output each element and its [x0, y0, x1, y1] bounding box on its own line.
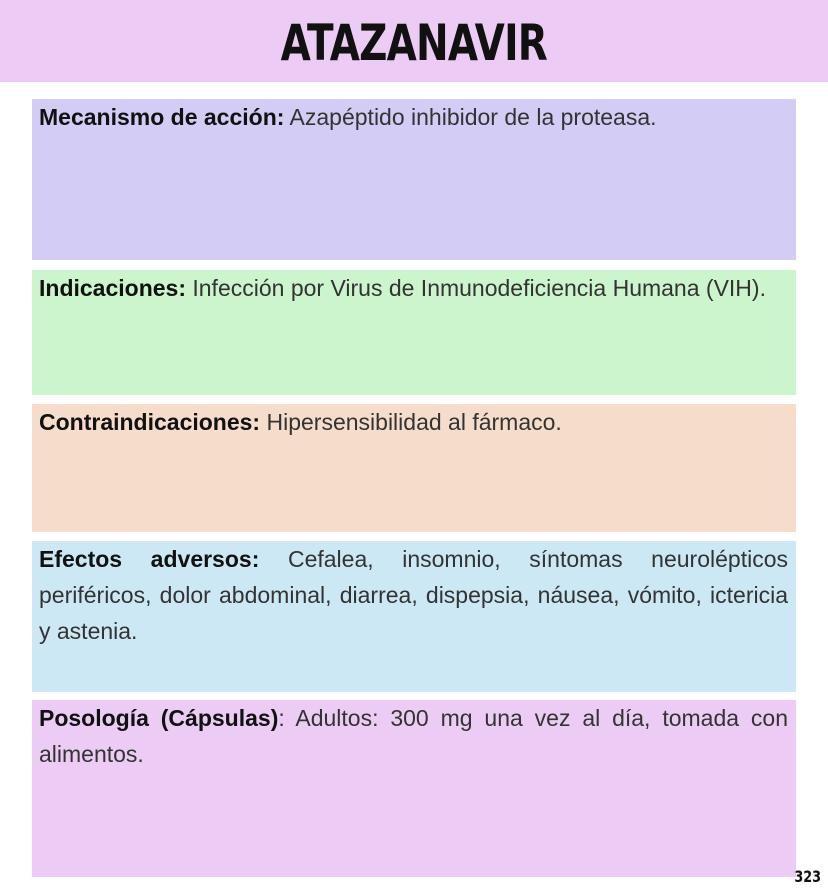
section-content	[39, 541, 788, 649]
section-label: Mecanismo de acción:	[39, 104, 285, 130]
section-content	[39, 99, 788, 135]
section-text: : Adultos: 300 mg una vez al día, tomada con alimentos.	[39, 705, 788, 767]
section-efectos-adversos	[32, 541, 796, 692]
page-number: 323	[793, 867, 821, 886]
section-text: Azapéptido inhibidor de la proteasa.	[284, 104, 657, 130]
title-bar	[0, 0, 828, 82]
section-posologia	[32, 700, 796, 877]
section-content	[39, 700, 788, 772]
section-indicaciones	[32, 270, 796, 395]
section-label: Efectos adversos:	[39, 546, 260, 572]
drug-title: ATAZANAVIR	[280, 14, 548, 72]
section-label: Indicaciones:	[39, 275, 186, 301]
section-content	[39, 270, 788, 306]
section-text: Infección por Virus de Inmunodeficiencia Humana (VIH).	[185, 275, 766, 301]
section-label: Contraindicaciones:	[39, 409, 261, 435]
section-label: Posología (Cápsulas)	[39, 705, 279, 731]
section-mecanismo	[32, 99, 796, 260]
section-contraindicaciones	[32, 404, 796, 532]
section-text: Hipersensibilidad al fármaco.	[260, 409, 562, 435]
section-content	[39, 404, 788, 440]
section-text: Cefalea, insomnio, síntomas neurolépticos periféricos, dolor abdominal, diarrea, dispepsia, náusea, vómito, ictericia y astenia.	[39, 546, 788, 644]
